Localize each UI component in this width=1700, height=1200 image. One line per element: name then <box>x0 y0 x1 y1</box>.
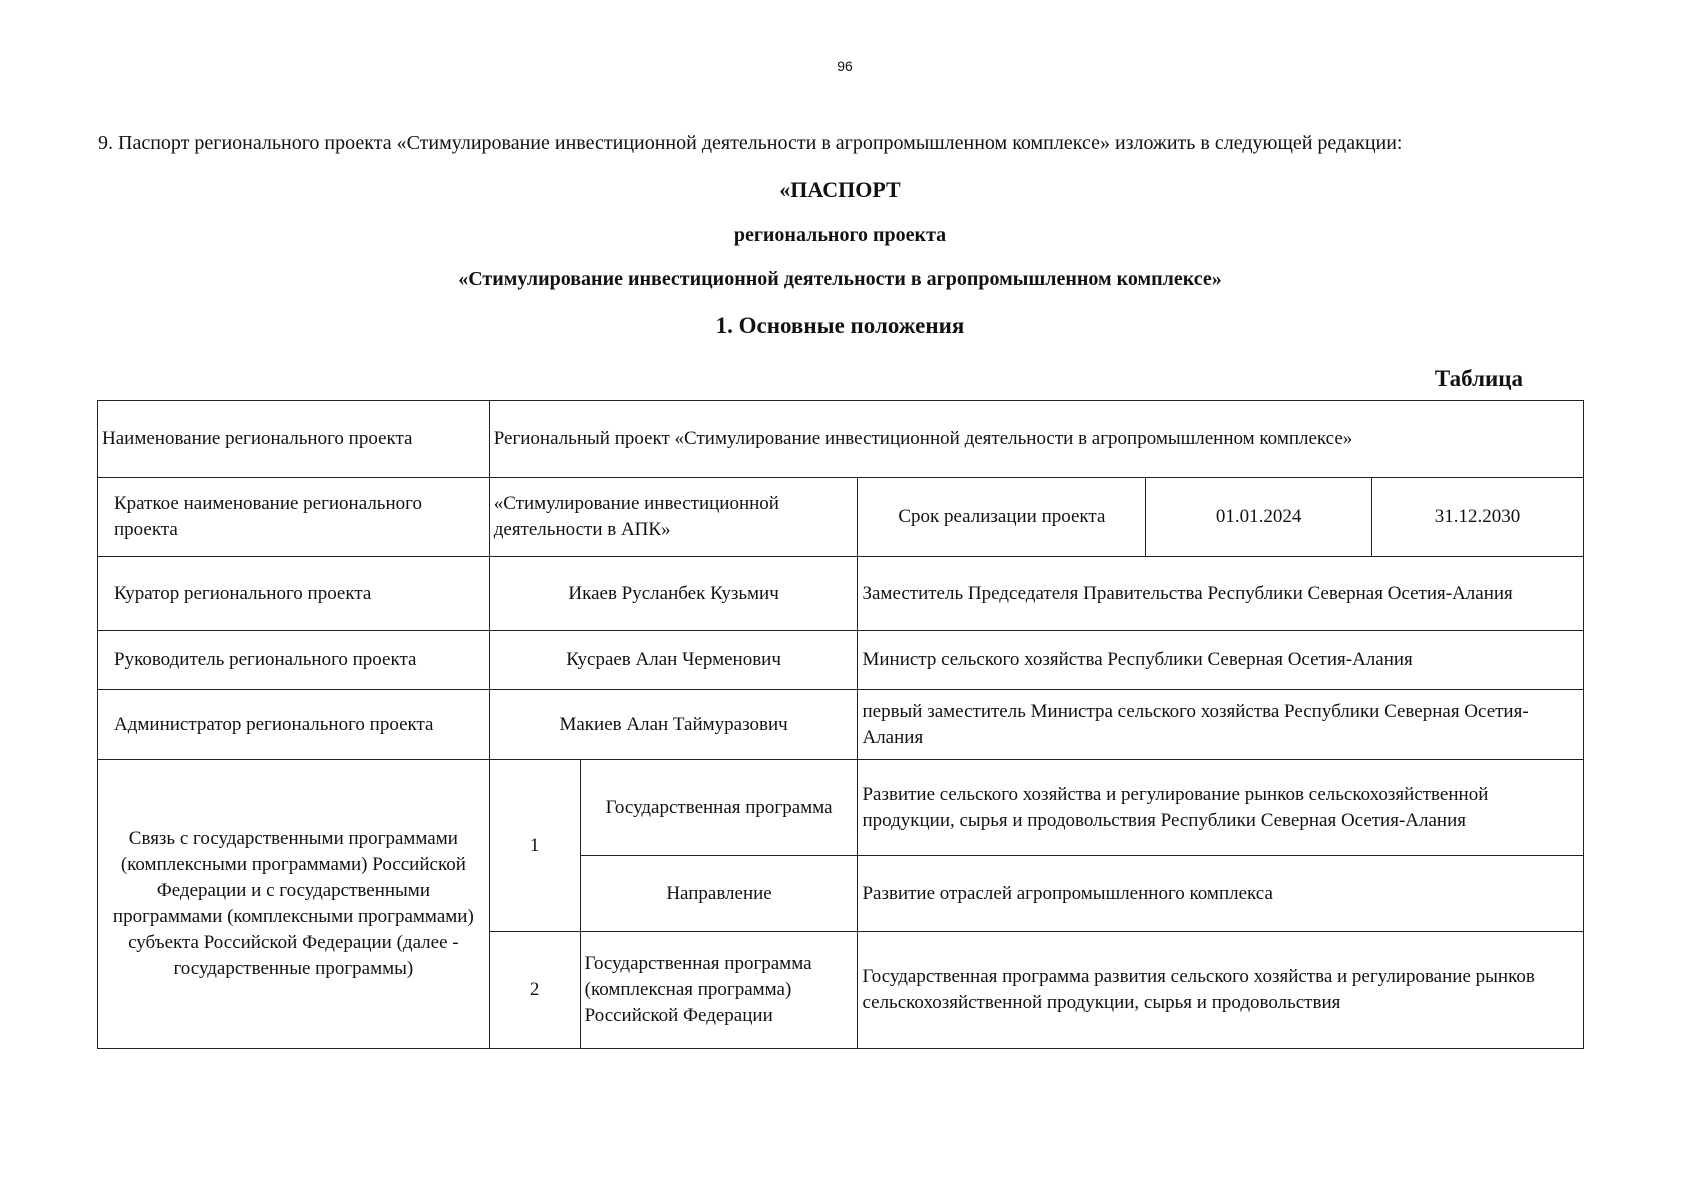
passport-table <box>97 400 1584 1049</box>
table-row <box>98 760 1584 856</box>
section-title: 1. Основные положения <box>715 313 965 338</box>
table-row <box>98 401 1584 478</box>
page-number: 96 <box>837 58 853 74</box>
project-name-value: Региональный проект «Стимулирование инвестиционной деятельности в агропромышленном комплексе» <box>489 401 1583 478</box>
head-position: Министр сельского хозяйства Республики Северная Осетия-Алания <box>858 631 1584 690</box>
state-program-value: Развитие сельского хозяйства и регулирование рынков сельскохозяйственной продукции, сырья и продовольствия Республики Северная Осетия-Алания <box>858 760 1584 856</box>
passport-subtitle: регионального проекта <box>733 224 947 246</box>
table-row <box>98 557 1584 631</box>
passport-title: «ПАСПОРТ <box>779 177 901 202</box>
project-name-label: Наименование регионального проекта <box>98 401 490 478</box>
table-row <box>98 478 1584 557</box>
table-row <box>98 690 1584 760</box>
table-label: Таблица <box>1434 366 1523 391</box>
term-end-date: 31.12.2030 <box>1372 478 1584 557</box>
curator-position: Заместитель Председателя Правительства Республики Северная Осетия-Алания <box>858 557 1584 631</box>
short-name-label: Краткое наименование регионального проекта <box>98 478 490 557</box>
federal-program-label: Государственная программа (комплексная программа) Российской Федерации <box>580 932 858 1049</box>
term-start-date: 01.01.2024 <box>1146 478 1372 557</box>
administrator-position: первый заместитель Министра сельского хозяйства Республики Северная Осетия-Алания <box>858 690 1584 760</box>
state-program-label: Государственная программа <box>580 760 858 856</box>
term-label: Срок реализации проекта <box>858 478 1146 557</box>
head-name: Кусраев Алан Черменович <box>489 631 858 690</box>
table-row <box>98 631 1584 690</box>
program-links-label: Связь с государственными программами (комплексными программами) Российской Федерации и с государственными программами (комплексными программами) субъекта Российской Федерации (далее - государственные программы) <box>98 760 490 1049</box>
project-title: «Стимулирование инвестиционной деятельности в агропромышленном комплексе» <box>458 268 1222 290</box>
direction-value: Развитие отраслей агропромышленного комплекса <box>858 856 1584 932</box>
intro-paragraph: 9. Паспорт регионального проекта «Стимулирование инвестиционной деятельности в агропромышленном комплексе» изложить в следующей редакции: <box>98 132 1403 154</box>
head-label: Руководитель регионального проекта <box>98 631 490 690</box>
curator-name: Икаев Русланбек Кузьмич <box>489 557 858 631</box>
program-number-1: 1 <box>489 760 580 932</box>
administrator-label: Администратор регионального проекта <box>98 690 490 760</box>
administrator-name: Макиев Алан Таймуразович <box>489 690 858 760</box>
federal-program-value: Государственная программа развития сельского хозяйства и регулирование рынков сельскохозяйственной продукции, сырья и продовольствия <box>858 932 1584 1049</box>
curator-label: Куратор регионального проекта <box>98 557 490 631</box>
short-name-value: «Стимулирование инвестиционной деятельности в АПК» <box>489 478 858 557</box>
program-number-2: 2 <box>489 932 580 1049</box>
direction-label: Направление <box>580 856 858 932</box>
